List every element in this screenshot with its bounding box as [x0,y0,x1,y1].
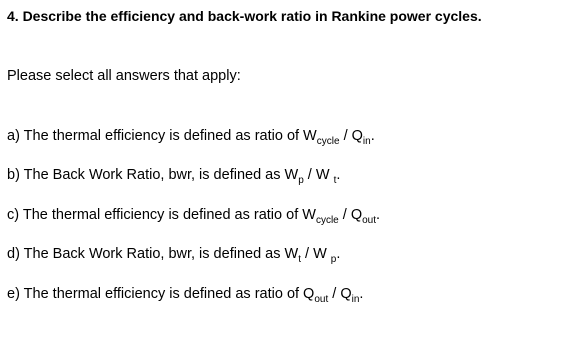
option-d-end: . [336,246,341,262]
option-b-subscript-1: p [298,175,304,186]
option-e-subscript-2: in [351,294,360,305]
option-b-divider: / W [303,167,334,183]
option-e-divider: / Q [328,286,352,302]
answer-option-e [7,285,363,305]
question-title: 4. Describe the efficiency and back-work ratio in Rankine power cycles. [7,8,482,24]
answer-option-a [7,127,375,147]
option-e-end: . [359,286,364,302]
option-c-subscript-1: cycle [315,215,339,226]
option-e-subscript-1: out [314,294,329,305]
answer-option-d [7,245,340,265]
option-d-text: d) The Back Work Ratio, bwr, is defined as W [7,246,299,262]
option-c-text: c) The thermal efficiency is defined as ratio of W [7,207,316,223]
answer-option-b [7,166,340,186]
option-d-subscript-2: p [330,254,337,265]
option-a-subscript-1: cycle [316,136,340,147]
option-a-end: . [370,128,375,144]
option-a-divider: / Q [339,128,363,144]
option-e-text: e) The thermal efficiency is defined as ratio of Q [7,286,315,302]
option-c-divider: / Q [338,207,363,223]
option-a-text: a) The thermal efficiency is defined as ratio of W [7,128,317,144]
instruction-text: Please select all answers that apply: [7,68,241,84]
option-b-end: . [336,167,341,183]
option-b-subscript-2: t [333,175,337,186]
option-d-divider: / W [300,246,331,262]
option-d-subscript-1: t [298,254,301,265]
option-c-end: . [376,207,381,223]
option-a-subscript-2: in [362,136,371,147]
option-b-text: b) The Back Work Ratio, bwr, is defined as W [7,167,299,183]
option-c-subscript-2: out [362,215,377,226]
answer-option-c [7,206,380,226]
